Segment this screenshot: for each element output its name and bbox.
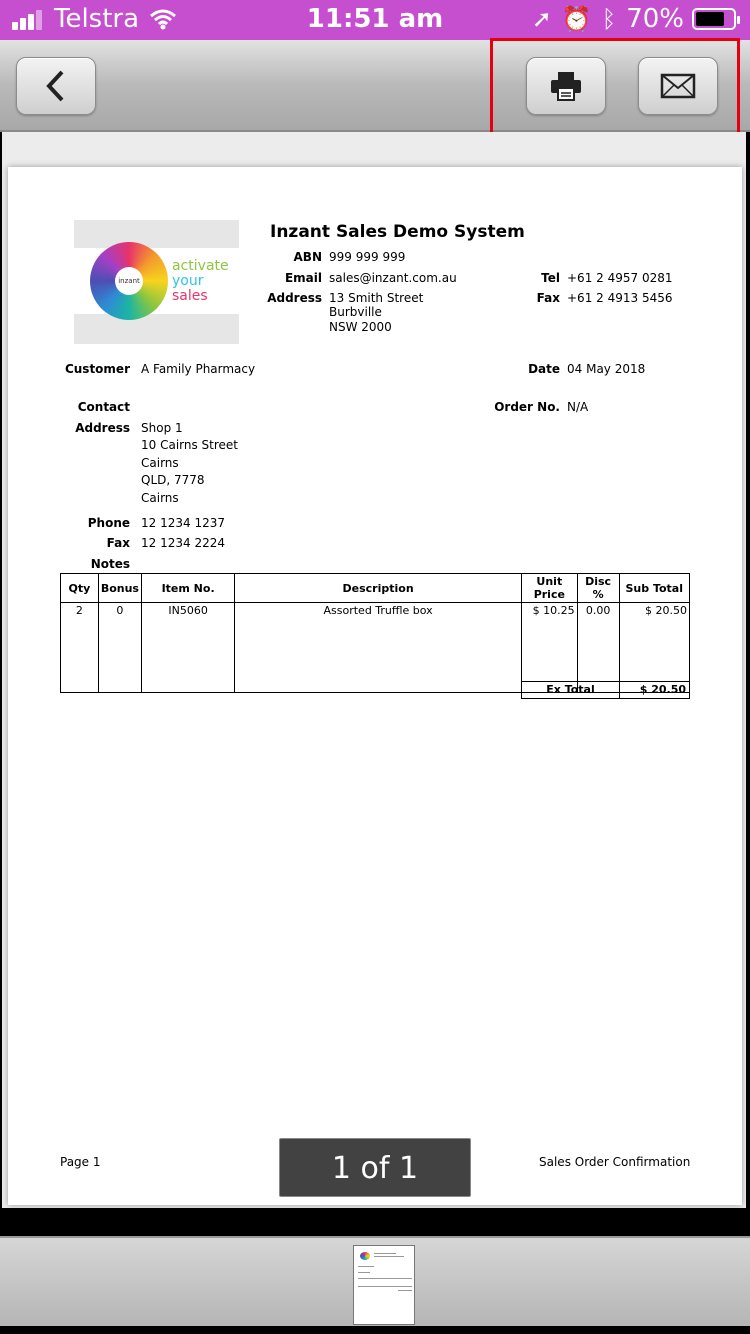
customer-fax-value: 12 1234 2224 xyxy=(141,536,225,550)
order-no-value: N/A xyxy=(567,400,589,414)
customer-fax-label: Fax xyxy=(106,536,130,550)
column-header: Item No. xyxy=(141,574,234,603)
items-table xyxy=(60,573,690,693)
item-no-cell: IN5060 xyxy=(141,603,234,693)
page-indicator: 1 of 1 xyxy=(279,1138,471,1197)
battery-icon xyxy=(692,8,736,30)
customer-address-line: 10 Cairns Street xyxy=(141,438,239,452)
column-header: Sub Total xyxy=(619,574,690,603)
customer-address-line: QLD, 7778 xyxy=(141,473,205,487)
date-label: Date xyxy=(528,362,560,376)
customer-address-label: Address xyxy=(75,421,130,435)
customer-name: A Family Pharmacy xyxy=(141,362,256,376)
company-fax-label: Fax xyxy=(536,291,560,305)
company-logo: inzant activate your sales xyxy=(74,220,239,344)
email-label: Email xyxy=(284,271,322,285)
customer-label: Customer xyxy=(64,362,130,376)
contact-label: Contact xyxy=(77,400,130,414)
company-address-line: Burbville xyxy=(329,305,382,319)
tel-label: Tel xyxy=(541,271,560,285)
status-time: 11:51 am xyxy=(306,4,444,34)
date-value: 04 May 2018 xyxy=(567,362,646,376)
document-title: Sales Order Confirmation xyxy=(539,1155,691,1169)
customer-address-line: Cairns xyxy=(141,456,179,470)
abn-value: 999 999 999 xyxy=(329,250,406,264)
bonus-cell: 0 xyxy=(98,603,141,693)
ex-total-label: Ex Total xyxy=(521,681,620,699)
notes-label: Notes xyxy=(90,557,130,571)
column-header: Disc % xyxy=(577,574,619,603)
company-name: Inzant Sales Demo System xyxy=(270,222,525,242)
phone-value: 12 1234 1237 xyxy=(141,516,225,530)
order-no-label: Order No. xyxy=(494,400,560,414)
battery-percent: 70% xyxy=(626,4,684,34)
bluetooth-icon: ᛒ xyxy=(601,5,617,33)
page-thumbnail[interactable] xyxy=(353,1245,415,1325)
carrier-name: Telstra xyxy=(54,4,140,34)
company-fax-value: +61 2 4913 5456 xyxy=(567,291,673,305)
customer-address-line: Shop 1 xyxy=(141,421,183,435)
column-header: Unit Price xyxy=(521,574,577,603)
ex-total-value: $ 20.50 xyxy=(619,681,690,699)
abn-label: ABN xyxy=(293,250,322,264)
subtotal-cell: $ 20.50 xyxy=(619,603,690,693)
company-address-line: NSW 2000 xyxy=(329,320,392,334)
customer-address-line: Cairns xyxy=(141,491,179,505)
alarm-clock-icon: ⏰ xyxy=(561,5,592,33)
status-bar xyxy=(0,0,750,40)
column-header: Qty xyxy=(61,574,99,603)
location-arrow-icon: ➚ xyxy=(531,5,552,33)
discount-cell: 0.00 xyxy=(577,603,619,693)
back-button[interactable] xyxy=(16,57,96,115)
phone-label: Phone xyxy=(87,516,130,530)
table-header-row xyxy=(61,574,690,603)
highlight-box xyxy=(490,38,740,140)
page-number: Page 1 xyxy=(60,1155,101,1169)
column-header: Bonus xyxy=(98,574,141,603)
unit-price-cell: $ 10.25 xyxy=(521,603,577,693)
email-value[interactable]: sales@inzant.com.au xyxy=(329,271,457,285)
back-chevron-icon xyxy=(45,69,67,103)
company-address-label: Address xyxy=(267,291,322,305)
tel-value: +61 2 4957 0281 xyxy=(567,271,673,285)
description-cell: Assorted Truffle box xyxy=(235,603,522,693)
qty-cell: 2 xyxy=(61,603,99,693)
column-header: Description xyxy=(235,574,522,603)
company-address-line: 13 Smith Street xyxy=(329,291,424,305)
table-row xyxy=(61,603,690,693)
